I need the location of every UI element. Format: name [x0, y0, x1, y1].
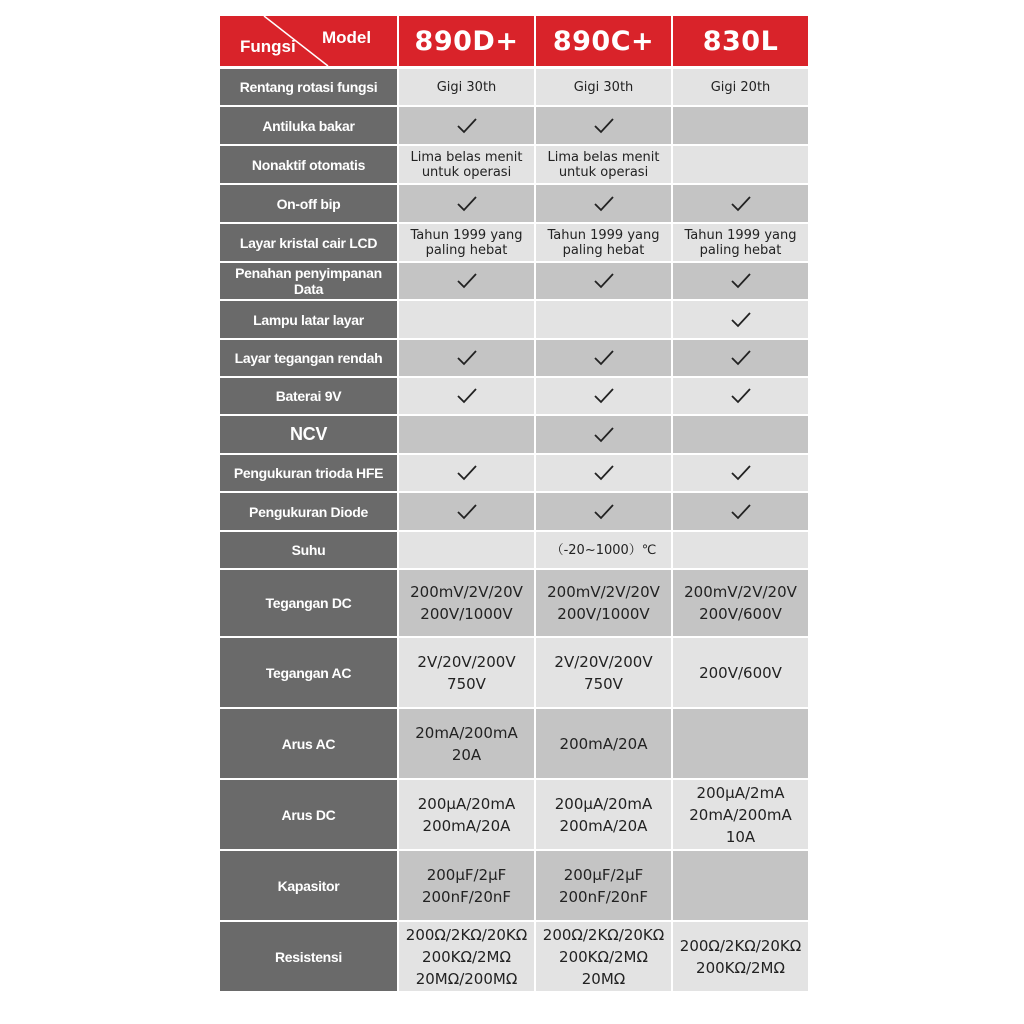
checkmark-icon	[455, 502, 479, 522]
row-cell	[399, 340, 534, 376]
header-fungsi-label: Fungsi	[240, 37, 296, 56]
row-cell	[399, 263, 534, 299]
row-cell	[673, 455, 808, 491]
model-header-830l: 830L	[673, 16, 808, 66]
row-cell	[399, 378, 534, 414]
row-label: Antiluka bakar	[220, 107, 397, 144]
row-cell	[673, 416, 808, 453]
checkmark-icon	[729, 194, 753, 214]
row-cell: 200μF/2μF 200nF/20nF	[536, 851, 671, 920]
row-cell: （-20~1000）℃	[536, 532, 671, 568]
row-cell	[536, 455, 671, 491]
checkmark-icon	[592, 425, 616, 445]
row-label: On-off bip	[220, 185, 397, 222]
checkmark-icon	[592, 194, 616, 214]
checkmark-icon	[592, 386, 616, 406]
row-cell	[399, 455, 534, 491]
checkmark-icon	[455, 194, 479, 214]
row-cell	[399, 532, 534, 568]
row-cell: 2V/20V/200V 750V	[536, 638, 671, 707]
row-cell	[536, 340, 671, 376]
model-header-890d: 890D+	[399, 16, 534, 66]
row-cell	[673, 301, 808, 338]
row-cell: Lima belas menit untuk operasi	[536, 146, 671, 183]
row-cell: 200μA/2mA 20mA/200mA 10A	[673, 780, 808, 849]
row-label: Resistensi	[220, 922, 397, 991]
checkmark-icon	[592, 116, 616, 136]
row-cell: Tahun 1999 yang paling hebat	[673, 224, 808, 261]
row-cell: Gigi 30th	[399, 69, 534, 105]
row-cell	[673, 709, 808, 778]
checkmark-icon	[592, 463, 616, 483]
row-cell	[536, 301, 671, 338]
row-cell	[399, 185, 534, 222]
checkmark-icon	[455, 386, 479, 406]
row-cell: Tahun 1999 yang paling hebat	[536, 224, 671, 261]
diagonal-divider	[220, 16, 397, 66]
row-cell: Tahun 1999 yang paling hebat	[399, 224, 534, 261]
row-label: Tegangan DC	[220, 570, 397, 636]
row-cell: Gigi 20th	[673, 69, 808, 105]
row-cell	[536, 185, 671, 222]
row-cell: 200Ω/2KΩ/20KΩ 200KΩ/2MΩ	[673, 922, 808, 991]
row-cell: 200mA/20A	[536, 709, 671, 778]
row-cell	[536, 416, 671, 453]
row-cell: 20mA/200mA 20A	[399, 709, 534, 778]
row-cell: 200mV/2V/20V 200V/600V	[673, 570, 808, 636]
checkmark-icon	[455, 463, 479, 483]
row-cell	[536, 263, 671, 299]
row-label: Rentang rotasi fungsi	[220, 69, 397, 105]
row-cell	[536, 493, 671, 530]
checkmark-icon	[729, 348, 753, 368]
row-label: Baterai 9V	[220, 378, 397, 414]
row-label: Arus AC	[220, 709, 397, 778]
checkmark-icon	[455, 348, 479, 368]
row-cell: 2V/20V/200V 750V	[399, 638, 534, 707]
row-label: Layar kristal cair LCD	[220, 224, 397, 261]
model-header-890c: 890C+	[536, 16, 671, 66]
row-cell	[673, 185, 808, 222]
header-corner	[220, 16, 397, 66]
row-label: NCV	[220, 416, 397, 453]
row-cell	[673, 851, 808, 920]
row-label: Pengukuran Diode	[220, 493, 397, 530]
checkmark-icon	[455, 116, 479, 136]
row-cell: 200V/600V	[673, 638, 808, 707]
checkmark-icon	[592, 271, 616, 291]
row-label: Pengukuran trioda HFE	[220, 455, 397, 491]
checkmark-icon	[729, 386, 753, 406]
row-cell	[673, 146, 808, 183]
row-cell: 200Ω/2KΩ/20KΩ 200KΩ/2MΩ 20MΩ	[536, 922, 671, 991]
row-cell	[536, 378, 671, 414]
row-label: Layar tegangan rendah	[220, 340, 397, 376]
row-label: Nonaktif otomatis	[220, 146, 397, 183]
row-cell	[673, 107, 808, 144]
row-cell: 200μA/20mA 200mA/20A	[399, 780, 534, 849]
row-cell	[399, 416, 534, 453]
row-cell: 200mV/2V/20V 200V/1000V	[399, 570, 534, 636]
checkmark-icon	[592, 502, 616, 522]
row-label: Tegangan AC	[220, 638, 397, 707]
row-cell: Lima belas menit untuk operasi	[399, 146, 534, 183]
checkmark-icon	[592, 348, 616, 368]
row-cell: 200mV/2V/20V 200V/1000V	[536, 570, 671, 636]
row-label: Arus DC	[220, 780, 397, 849]
row-cell	[399, 493, 534, 530]
row-label: Lampu latar layar	[220, 301, 397, 338]
header-model-label: Model	[322, 28, 372, 47]
row-label: Kapasitor	[220, 851, 397, 920]
row-label: Suhu	[220, 532, 397, 568]
checkmark-icon	[729, 463, 753, 483]
row-cell	[673, 493, 808, 530]
row-cell	[399, 301, 534, 338]
checkmark-icon	[455, 271, 479, 291]
row-cell: 200μF/2μF 200nF/20nF	[399, 851, 534, 920]
row-cell	[673, 340, 808, 376]
row-cell	[536, 107, 671, 144]
checkmark-icon	[729, 502, 753, 522]
row-cell	[673, 378, 808, 414]
comparison-table	[220, 16, 808, 992]
row-cell: 200μA/20mA 200mA/20A	[536, 780, 671, 849]
row-cell	[673, 532, 808, 568]
row-cell: Gigi 30th	[536, 69, 671, 105]
row-cell	[399, 107, 534, 144]
row-label: Penahan penyimpanan Data	[220, 263, 397, 299]
row-cell	[673, 263, 808, 299]
row-cell: 200Ω/2KΩ/20KΩ 200KΩ/2MΩ 20MΩ/200MΩ	[399, 922, 534, 991]
checkmark-icon	[729, 271, 753, 291]
checkmark-icon	[729, 310, 753, 330]
